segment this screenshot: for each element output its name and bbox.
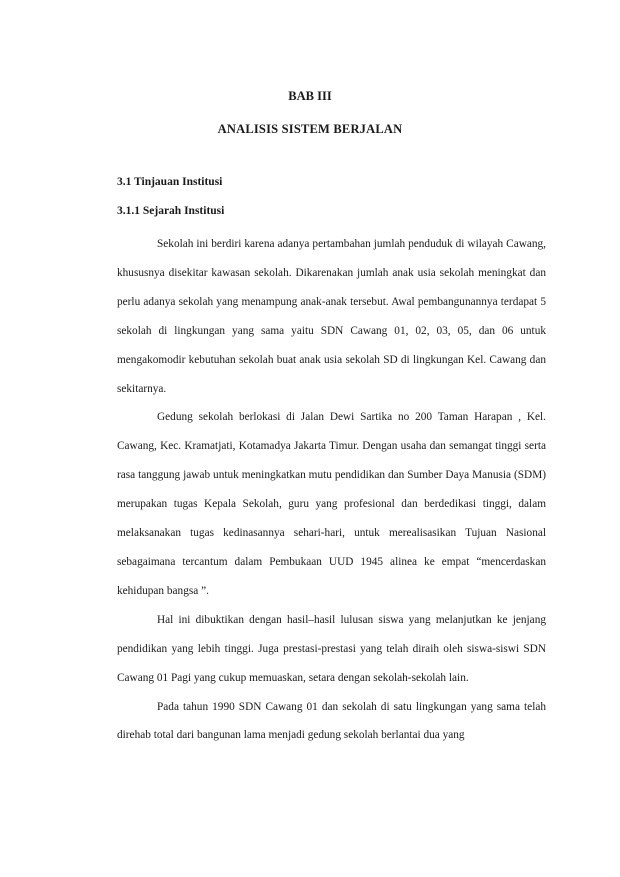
section-heading: 3.1 Tinjauan Institusi	[117, 176, 223, 188]
paragraph: Pada tahun 1990 SDN Cawang 01 dan sekolah di satu lingkungan yang sama telah direhab total dari bangunan lama menjadi gedung sekolah berlantai dua yang	[117, 700, 546, 742]
chapter-heading: BAB III	[288, 89, 332, 103]
paragraph: Gedung sekolah berlokasi di Jalan Dewi Sartika no 200 Taman Harapan , Kel. Cawang, Kec. Kramatjati, Kotamadya Jakarta Timur. Dengan usaha dan semangat tinggi serta rasa tanggung jawab untuk meningkatkan mutu pendidikan dan Sumber Daya Manusia (SDM) merupakan tugas Kepala Sekolah, guru yang profesional dan berdedikasi tinggi, dalam melaksanakan tugas kedinasannya sehari-hari, untuk merealisasikan Tujuan Nasional sebagaimana tercantum dalam Pembukaan UUD 1945 alinea ke empat “mencerdaskan kehidupan bangsa ”.	[117, 411, 546, 597]
subsection-heading: 3.1.1 Sejarah Institusi	[117, 205, 225, 217]
paragraph: Hal ini dibuktikan dengan hasil–hasil lulusan siswa yang melanjutkan ke jenjang pendidikan yang lebih tinggi. Juga prestasi-prestasi yang telah diraih oleh siswa-siswi SDN Cawang 01 Pagi yang cukup memuaskan, setara dengan sekolah-sekolah lain.	[117, 613, 546, 684]
chapter-title: ANALISIS SISTEM BERJALAN	[217, 122, 403, 136]
paragraph: Sekolah ini berdiri karena adanya pertambahan jumlah penduduk di wilayah Cawang, khususnya disekitar kawasan sekolah. Dikarenakan jumlah anak usia sekolah meningkat dan perlu adanya sekolah yang menampung anak-anak tersebut. Awal pembangunannya terdapat 5 sekolah di lingkungan yang sama yaitu SDN Cawang 01, 02, 03, 05, dan 06 untuk mengakomodir kebutuhan sekolah buat anak usia sekolah SD di lingkungan Kel. Cawang dan sekitarnya.	[117, 238, 546, 395]
body-text	[117, 230, 546, 750]
